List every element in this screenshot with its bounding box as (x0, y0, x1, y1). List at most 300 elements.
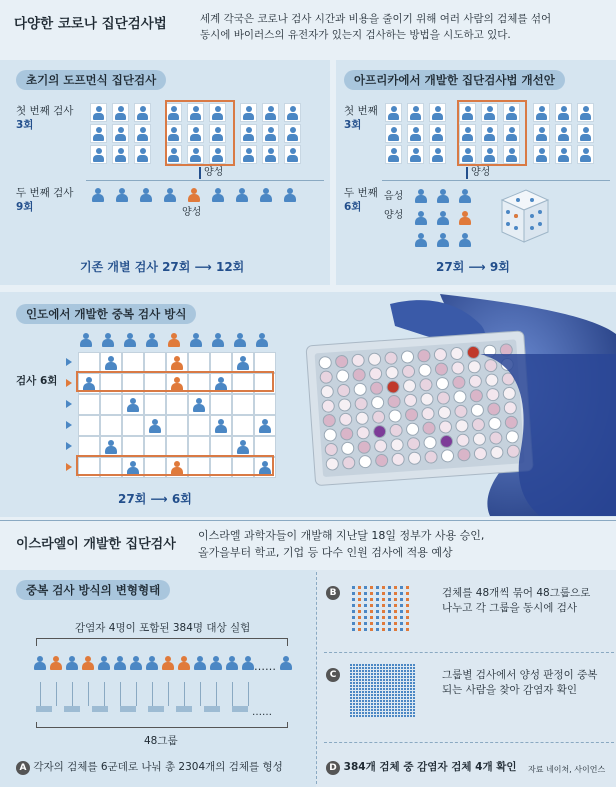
sample-dot (413, 667, 415, 669)
sample-dot (383, 706, 385, 708)
sample-dot (350, 679, 352, 681)
sample-dot (370, 616, 373, 619)
person-icon (140, 188, 152, 202)
sample-dot (404, 673, 406, 675)
sample-line (152, 682, 153, 706)
sample-dot (383, 715, 385, 717)
early-second-count: 9회 (16, 201, 34, 213)
sample-dot (401, 694, 403, 696)
sample-dot (377, 682, 379, 684)
plate-well (326, 458, 339, 471)
sample-dot (362, 682, 364, 684)
sample-dot (362, 676, 364, 678)
person-icon (130, 656, 142, 670)
step-b-text (442, 586, 590, 616)
sample-dot (365, 694, 367, 696)
sample-dot (356, 664, 358, 666)
sample-dot (383, 679, 385, 681)
plate-well (408, 452, 421, 465)
sample-dot (350, 676, 352, 678)
person-icon (234, 333, 246, 347)
plate-well (434, 348, 447, 361)
person-icon (459, 189, 471, 203)
sample-dot (364, 586, 367, 589)
africa-second-label (344, 186, 378, 214)
sample-dot (407, 667, 409, 669)
early-first-label (16, 104, 73, 132)
sample-dot (365, 691, 367, 693)
africa-result (436, 258, 510, 275)
person-icon (415, 233, 427, 247)
sample-dot (353, 688, 355, 690)
plate-well (503, 387, 516, 400)
plate-well (337, 384, 350, 397)
sample-dot (368, 694, 370, 696)
sample-dot (410, 688, 412, 690)
sample-dot (374, 676, 376, 678)
plate-well (489, 432, 502, 445)
africa-first-count: 3회 (344, 119, 362, 131)
sample-dot (389, 712, 391, 714)
sample-dot (353, 670, 355, 672)
sample-dot (394, 598, 397, 601)
sample-dot (371, 688, 373, 690)
india-grid-cell (78, 352, 100, 373)
sample-dot (362, 694, 364, 696)
sample-dot (371, 712, 373, 714)
person-icon (127, 398, 139, 412)
row-arrow-icon (66, 421, 72, 429)
sample-dot (388, 586, 391, 589)
plate-well (441, 449, 454, 462)
sample-dot (374, 715, 376, 717)
sample-dot (371, 703, 373, 705)
person-icon (236, 188, 248, 202)
sample-dot (365, 679, 367, 681)
sample-dot (413, 673, 415, 675)
israel-group-bracket (36, 722, 288, 728)
person-card (555, 145, 572, 164)
sample-dot (406, 604, 409, 607)
sample-dot (383, 670, 385, 672)
sample-dot (350, 664, 352, 666)
sample-dot (359, 697, 361, 699)
positive-person-icon (162, 656, 174, 670)
sample-dot (398, 697, 400, 699)
india-grid-cell (188, 436, 210, 457)
sample-dot (401, 673, 403, 675)
sample-dot (371, 706, 373, 708)
sample-dot (398, 664, 400, 666)
sample-dot (353, 682, 355, 684)
plate-well (385, 352, 398, 365)
sample-dot (383, 712, 385, 714)
step-b-text-line2: 나누고 각 그룹을 동시에 검사 (442, 602, 578, 614)
plate-well (420, 378, 433, 391)
plate-well (421, 393, 434, 406)
person-icon (34, 656, 46, 670)
sample-dot (392, 691, 394, 693)
india-grid-cell (78, 436, 100, 457)
israel-divider-b (324, 652, 614, 653)
sample-dot (394, 604, 397, 607)
sample-dot (386, 712, 388, 714)
sample-dot (413, 688, 415, 690)
step-b-text-line1: 검체를 48개씩 묶어 48그룹으로 (442, 587, 591, 599)
sample-dot (376, 610, 379, 613)
plate-well (425, 451, 438, 464)
person-card (284, 145, 301, 164)
sample-dot (380, 685, 382, 687)
sample-dot (353, 712, 355, 714)
sample-dot (413, 694, 415, 696)
sample-tube (120, 706, 136, 712)
sample-dot (382, 604, 385, 607)
person-icon (237, 440, 249, 454)
sample-dot (395, 706, 397, 708)
sample-tube (204, 706, 220, 712)
plate-well (323, 414, 336, 427)
sample-dot (386, 676, 388, 678)
plate-well (390, 424, 403, 437)
sample-dot (377, 706, 379, 708)
plate-well (474, 447, 487, 460)
cube-icon (492, 186, 552, 246)
person-icon (437, 211, 449, 225)
sample-dot (407, 679, 409, 681)
sample-dot (407, 700, 409, 702)
early-positive-group-box (165, 100, 235, 166)
plate-well (406, 423, 419, 436)
sample-dot (362, 664, 364, 666)
plate-well (319, 356, 332, 369)
sample-dot (410, 706, 412, 708)
early-positive-label-2: 양성 (182, 207, 202, 218)
sample-dot (362, 712, 364, 714)
sample-dot (368, 673, 370, 675)
india-top-people (76, 333, 276, 351)
person-icon (242, 656, 254, 670)
sample-dot (395, 679, 397, 681)
sample-dot (376, 604, 379, 607)
africa-second-label-text: 두 번째 (344, 187, 378, 199)
plate-well (357, 426, 370, 439)
person-icon (210, 656, 222, 670)
person-icon (226, 656, 238, 670)
sample-dot (377, 700, 379, 702)
sample-dot (413, 682, 415, 684)
sample-dot (368, 700, 370, 702)
sample-dot (410, 664, 412, 666)
plate-well (453, 376, 466, 389)
person-icon (146, 656, 158, 670)
sample-dot (404, 670, 406, 672)
sample-dot (392, 685, 394, 687)
sample-dot (406, 586, 409, 589)
sample-dot (365, 667, 367, 669)
plate-well (389, 410, 402, 423)
person-icon (280, 656, 292, 670)
india-grid-cell (100, 415, 122, 436)
sample-line (104, 682, 105, 706)
sample-dot (377, 676, 379, 678)
india-grid-cell (122, 415, 144, 436)
person-card (134, 145, 151, 164)
sample-dot (359, 682, 361, 684)
person-icon (215, 419, 227, 433)
sample-dot (407, 673, 409, 675)
sample-dot (413, 706, 415, 708)
sample-dot (407, 670, 409, 672)
person-card (262, 103, 279, 122)
sample-dot (410, 694, 412, 696)
sample-dot (371, 715, 373, 717)
sample-dot (395, 700, 397, 702)
sample-dot (386, 715, 388, 717)
plate-well (375, 454, 388, 467)
sample-dot (374, 673, 376, 675)
sample-dot (404, 694, 406, 696)
sample-dot (383, 697, 385, 699)
sample-dot (388, 622, 391, 625)
sample-dot (377, 715, 379, 717)
plate-well (374, 440, 387, 453)
sample-dot (377, 685, 379, 687)
sample-dot (358, 586, 361, 589)
sample-dot (392, 679, 394, 681)
sample-dot (365, 715, 367, 717)
sample-dot (401, 697, 403, 699)
sample-dot (358, 592, 361, 595)
sample-dot (359, 712, 361, 714)
plate-well (457, 434, 470, 447)
sample-dot (401, 709, 403, 711)
sample-dot (374, 679, 376, 681)
sample-dot (398, 706, 400, 708)
israel-people-dots: …… (254, 660, 276, 673)
india-grid-cell (166, 436, 188, 457)
sample-dot (368, 691, 370, 693)
sample-dot (383, 694, 385, 696)
israel-desc-line1: 이스라엘 과학자들이 개발해 지난달 18일 정부가 사용 승인, (198, 529, 485, 542)
india-grid-cell (210, 352, 232, 373)
sample-dot (398, 688, 400, 690)
sample-line (72, 682, 73, 706)
sample-dot (406, 592, 409, 595)
sample-dot (386, 688, 388, 690)
sample-dot (356, 673, 358, 675)
plate-well (358, 441, 371, 454)
sample-dot (362, 679, 364, 681)
africa-result-arrow: ⟶ (468, 260, 486, 274)
person-icon (102, 333, 114, 347)
sample-dot (407, 685, 409, 687)
sample-dot (407, 664, 409, 666)
person-card (407, 145, 424, 164)
sample-dot (368, 676, 370, 678)
israel-desc (198, 527, 484, 561)
positive-person-icon (168, 333, 180, 347)
plate-well (371, 396, 384, 409)
sample-dot (401, 685, 403, 687)
sample-dot (371, 676, 373, 678)
step-a-badge: A (16, 761, 30, 775)
sample-dot (383, 691, 385, 693)
sample-dot (368, 715, 370, 717)
sample-dot (359, 676, 361, 678)
plate-well (340, 427, 353, 440)
plate-well (455, 405, 468, 418)
sample-dot (401, 679, 403, 681)
sample-dot (380, 703, 382, 705)
sample-dot (356, 688, 358, 690)
sample-dot (374, 703, 376, 705)
sample-dot (352, 592, 355, 595)
person-icon (80, 333, 92, 347)
sample-dot (377, 679, 379, 681)
plate-well (338, 399, 351, 412)
sample-dot (370, 592, 373, 595)
sample-dot (404, 667, 406, 669)
step-a-text: 각자의 검체를 6군데로 나눠 총 2304개의 검체를 형성 (33, 761, 283, 773)
sample-dot (395, 682, 397, 684)
row-arrow-icon (66, 358, 72, 366)
sample-dot (388, 598, 391, 601)
sample-line (200, 682, 201, 706)
india-grid-cell (144, 436, 166, 457)
sample-dot (359, 685, 361, 687)
sample-dot (400, 604, 403, 607)
sample-dot (362, 667, 364, 669)
sample-dot (401, 706, 403, 708)
sample-dot (380, 673, 382, 675)
sample-dot (383, 676, 385, 678)
sample-dot (362, 688, 364, 690)
sample-line (216, 682, 217, 706)
sample-dot (368, 703, 370, 705)
sample-dot (368, 667, 370, 669)
sample-dot (358, 610, 361, 613)
early-result-value: 12회 (215, 260, 245, 274)
sample-dot (394, 622, 397, 625)
plate-well (488, 417, 501, 430)
early-result-arrow: ⟶ (194, 260, 212, 274)
africa-divider (382, 180, 610, 181)
header-desc-line2: 동시에 바이러스의 유전자가 있는지 검사하는 방법을 시도하고 있다. (200, 29, 511, 41)
step-d-text: 384개 검체 중 감염자 검체 4개 확인 (343, 761, 517, 773)
sample-dot (353, 709, 355, 711)
plate-well (504, 401, 517, 414)
israel-right-divider (316, 572, 317, 784)
plate-well (392, 453, 405, 466)
sample-dot (400, 622, 403, 625)
person-icon (237, 356, 249, 370)
person-card (112, 103, 129, 122)
sample-line (184, 682, 185, 706)
sample-dot (389, 676, 391, 678)
plate-well (469, 375, 482, 388)
sample-dot (370, 628, 373, 631)
sample-dot (362, 697, 364, 699)
africa-down-arrow (466, 167, 468, 179)
sample-dot (380, 676, 382, 678)
person-card (240, 124, 257, 143)
sample-dot (350, 694, 352, 696)
person-card (533, 124, 550, 143)
plate-well (456, 419, 469, 432)
india-grid-cell (232, 394, 254, 415)
india-grid-cell (78, 415, 100, 436)
sample-dot (374, 685, 376, 687)
plate-well (473, 433, 486, 446)
step-c-text (442, 668, 597, 698)
sample-dot (389, 709, 391, 711)
sample-dot (380, 706, 382, 708)
person-card (284, 124, 301, 143)
sample-dot (352, 616, 355, 619)
sample-dot (353, 694, 355, 696)
sample-dot (362, 709, 364, 711)
sample-dot (362, 715, 364, 717)
sample-dot (368, 679, 370, 681)
person-card (240, 145, 257, 164)
sample-dot (410, 697, 412, 699)
sample-dot (392, 700, 394, 702)
sample-dot (386, 700, 388, 702)
sample-dot (398, 712, 400, 714)
person-card (577, 145, 594, 164)
sample-dot (386, 670, 388, 672)
sample-dot (359, 700, 361, 702)
plate-well (405, 408, 418, 421)
sample-dot (353, 664, 355, 666)
sample-dot (353, 706, 355, 708)
sample-dot (398, 682, 400, 684)
step-b (326, 586, 612, 646)
plate-well (373, 425, 386, 438)
sample-dot (371, 679, 373, 681)
plate-well (450, 347, 463, 360)
sample-dot (374, 682, 376, 684)
plate-well (404, 394, 417, 407)
sample-dot (358, 598, 361, 601)
early-second-label (16, 186, 73, 214)
sample-dot (362, 703, 364, 705)
plate-well (320, 371, 333, 384)
sample-dot (359, 673, 361, 675)
sample-dot (376, 616, 379, 619)
plate-well (403, 379, 416, 392)
india-grid-cell (122, 436, 144, 457)
sample-dot (362, 685, 364, 687)
person-icon (437, 233, 449, 247)
person-card (112, 124, 129, 143)
sample-dot (371, 685, 373, 687)
sample-dot (371, 667, 373, 669)
plate-well (370, 382, 383, 395)
person-card (262, 145, 279, 164)
row-arrow-icon (66, 400, 72, 408)
sample-dot (407, 676, 409, 678)
sample-dot (377, 703, 379, 705)
plate-well (422, 407, 435, 420)
person-card (577, 103, 594, 122)
early-result-prefix: 기존 개별 검사 27회 (80, 260, 191, 274)
sample-dot (410, 667, 412, 669)
sample-dot (406, 622, 409, 625)
sample-dot (374, 670, 376, 672)
person-icon (437, 189, 449, 203)
